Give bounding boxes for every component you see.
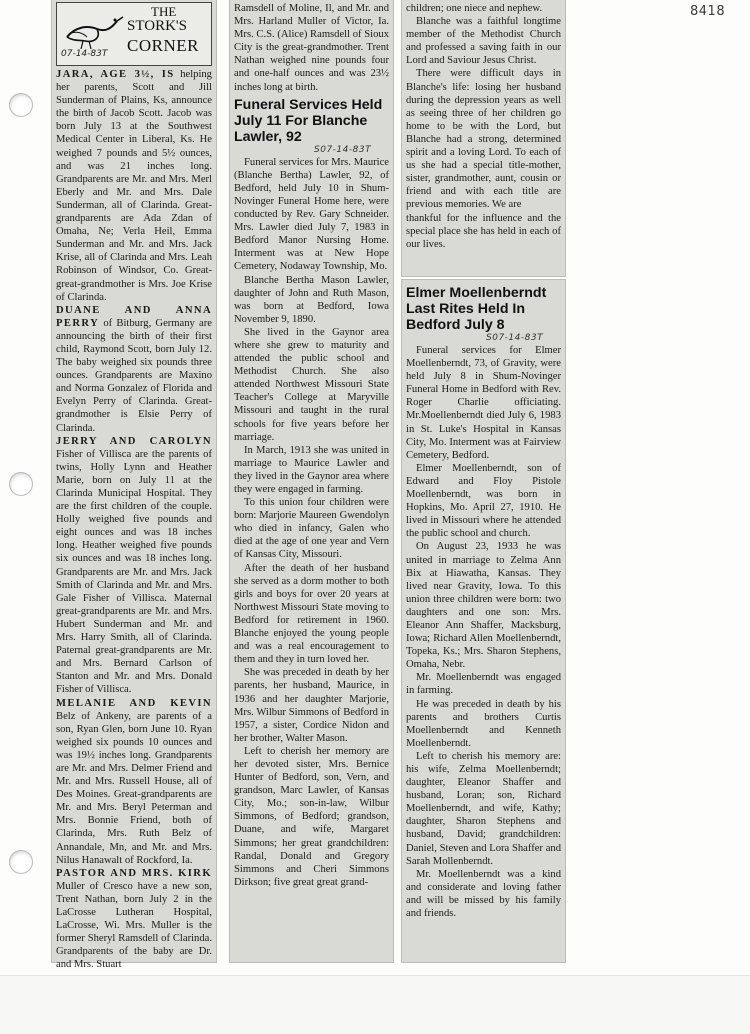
logo-word-the: THE — [151, 4, 177, 19]
scanner-bottom-margin — [0, 975, 750, 1034]
moellenberndt-paragraph: Left to cherish his memory are: his wife, Zelma Moellenberndt; daughter, Eleanor Shaffer and husband, Loran; son, Richard Moellenberndt, and wife, Kathy; daughter, Sharon Stephens and husband, David; grandchildren: Daniel, Steven and Lora Shaffer and Sarah Mollenberndt. — [406, 750, 561, 867]
moellenberndt-paragraph: Funeral services for Elmer Moellenberndt, 73, of Gravity, were held July 8 in Shum-Novinger Funeral Home in Bedford with Rev. Roger Charlie officiating. Mr.Moellenberndt died July 6, 1983 in St. Luke's Hospital in Kansas City, Mo. Interment was at Fairview Cemetery, Bedford. — [406, 345, 561, 461]
moellenberndt-clipping-date: S07-14-83T — [486, 333, 544, 343]
lawler-paragraph: After the death of her husband she served as a dorm mother to both girls and boys for over 20 years at Northwest Missouri State moving to Bedford for retirement in 1960. Blanche enjoyed the young people and was a real encouragement to them and they in turn loved her. — [234, 562, 389, 666]
muller-continuation: Ramsdell of Moline, Il, and Mr. and Mrs. Harland Muller of Victor, Ia. Mrs. C.S. (Alice) Ramsdell of Sioux City is the great-grandmother. Trent Nathan weighed nine pounds four and one-half ounces and was 23½ inches long at birth. — [234, 3, 389, 93]
birth-announcement-muller — [56, 867, 212, 972]
logo-word-storks: STORK'S — [127, 18, 187, 34]
lawler-continuation-c: thankful for the influence and the special place she has held in each of our lives. — [406, 212, 561, 250]
lawler-paragraph: In March, 1913 she was united in marriage to Maurice Lawler and they lived in the Gaynor area where they were engaged in farming. — [234, 444, 389, 495]
birth-text: Fisher of Villisca are the parents of twins, Holly Lynn and Heather Marie, born on July 11 at the Clarinda Municipal Hospital. They are the first children of the couple. Holly weighed five pounds and eight ounces and was 18 inches long. Heather weighed five pounds six ounces and was 18 inches long. Grandparents are Mr. and Mrs. Jack Smith of Clarinda and Mr. and Mrs. Gale Fisher of Villisca. Maternal great-grandparents are Mr. and Mrs. Hubert Sunderman and Mr. and Mrs. Harry Smith, all of Clarinda. Paternal great-grandparents are Mr. and Mrs. Bernard Carlson of Stanton and Mr. and Mrs. Donald Fisher of Villisca. — [56, 448, 212, 696]
birth-text: helping her parents, Scott and Jill Sunderman of Plains, Ks, announce the birth of Jacob Scott. Jacob was born July 13 at the Southwest Medical Center in Liberal, Ks. He weighed 7 pounds and 5½ ounces, and was 21 inches long. Grandparents are Mr. and Mrs. Merl Eberly and Mr. and Mrs. Dale Sunderman, all of Clarinda. Great-grandparents are Ada Zdan of Omaha, Ne; Verla Heil, Emma Sunderman and Mr. and Mrs. Jack Krise, all of Clarinda and Mrs. Leah Robinson of Windsor, Co. Great-great-grandmother is Mrs. Joe Krise of Clarinda. — [56, 69, 212, 303]
punch-hole-middle — [9, 472, 33, 496]
moellenberndt-paragraph: He was preceded in death by his parents and brothers Curtis Moellenberndt and Kenneth Moellenberndt. — [406, 698, 561, 749]
birth-heading: DUANE AND ANNA PERRY — [56, 304, 212, 329]
birth-heading: JERRY AND CAROLYN — [56, 435, 212, 447]
lawler-continuation-column — [402, 0, 565, 276]
lawler-headline: Funeral Services Held July 11 For Blanche Lawler, 92 — [234, 96, 383, 145]
birth-heading: JARA, AGE 3½, IS — [56, 69, 175, 80]
lawler-paragraph: Funeral services for Mrs. Maurice (Blanche Bertha) Lawler, 92, of Bedford, held July 10 in Shum-Novinger Funeral Home here, were conducted by Rev. Gary Schneider. Mrs. Lawler died July 7, 1983 in Bedford Manor Nursing Home. Interment was at New Hope Cemetery, Nodaway Township, Mo. — [234, 156, 389, 273]
birth-announcement-fisher — [56, 435, 212, 697]
lawler-continuation-b: Blanche was a faithful longtime member of the Methodist Church and professed a saving faith in our Lord and Saviour Jesus Christ. — [406, 16, 561, 67]
moellenberndt-paragraph: Mr. Moellenberndt was a kind and considerate and loving father and will be missed by his family and friends. — [406, 868, 561, 920]
punch-hole-top — [9, 93, 33, 117]
birth-announcement-perry — [56, 304, 212, 435]
lawler-continuation-b: There were difficult days in Blanche's life: losing her husband during the depression years as well as seeing three of her children go home to be with the Lord, but Blanche had a strong, determined spirit and a loving Lord. To each of us she had a special title-mother, sister, grandmother, aunt, cousin or friend and with each title are previous memories. We are — [406, 68, 561, 211]
moellenberndt-paragraph: On August 23, 1933 he was united in marriage to Zelma Ann Bix at Hiawatha, Kansas. They lived near Gravity, Iowa. To this union three children were born: two daughters and one son: Mrs. Eleanor Ann Shaffer, Macksburg, Iowa; Richard Allen Moellenberndt, Topeka, Ks.; Mrs. Sharon Stephens, Omaha, Nebr. — [406, 541, 561, 671]
lawler-paragraph: Blanche Bertha Mason Lawler, daughter of John and Ruth Mason, was born at Bedford, Iowa November 9, 1890. — [234, 274, 389, 325]
moellenberndt-headline: Elmer Moellenberndt Last Rites Held In Bedford July 8 — [406, 285, 547, 333]
lawler-paragraph: Left to cherish her memory are her devoted sister, Mrs. Bernice Hunter of Bedford, son, Vern, and grandson, Marc Lawler, of Kansas City, Mo.; son-in-law, Wilbur Simmons, of Bedford; grandson, Duane, and wife, Margaret Simmons; her great grandchildren: Randal, Donald and Gregory Simmons and Cheri Simmons Dirkson; five great great grand- — [234, 745, 389, 888]
storks-corner-logo — [56, 2, 212, 66]
lawler-clipping-date: S07-14-83T — [314, 144, 372, 155]
birth-text: Belz of Ankeny, are parents of a son, Ryan Glen, born June 10. Ryan weighed six pounds 10 ounces and was 19½ inches long. Grandparents are Mr. and Mrs. Delmer Friend and Mr. and Mrs. Russell House, all of Des Moines. Great-grandparents are Mr. and Mrs. Beryl Peterman and Mrs. Bonnie Friend, both of Clarinda, Mrs. Ruth Belz of Annandale, Mn, and Mr. and Mrs. Nilus Hanawalt of Rockford, Ia. — [56, 710, 212, 866]
birth-announcement-sunderman — [56, 68, 212, 304]
moellenberndt-paragraph: Mr. Moellenberndt was engaged in farming. — [406, 672, 561, 697]
punch-hole-bottom — [9, 850, 33, 874]
birth-text: Muller of Cresco have a new son, Trent Nathan, born July 2 in the LaCrosse Lutheran Hospital, LaCrosse, Wi. Mrs. Muller is the former Sheryl Ramsdell of Clarinda. Grandparents of the baby are Dr. and Mrs. Stuart — [56, 880, 212, 971]
storks-corner-column — [52, 0, 216, 971]
logo-word-corner: CORNER — [127, 36, 199, 55]
lawler-paragraph: She was preceded in death by her parents, her husband, Maurice, in 1936 and her daughter Marjorie, Mrs. Wilbur Simmons of Bedford in 1957, a sister, Cordice Nidon and her brother, Walter Mason. — [234, 667, 389, 744]
lawler-column — [230, 0, 393, 962]
lawler-paragraph: She lived in the Gaynor area where she grew to maturity and attended the public school and Methodist Church. She also attended Northwest Missouri State Teacher's College at Maryville Missouri and taught in the rural schools for five years before her marriage. — [234, 326, 389, 443]
birth-heading: MELANIE AND KEVIN — [56, 697, 212, 709]
moellenberndt-paragraph: Elmer Moellenberndt, son of Edward and Floy Pistole Moellenberndt, was born in Hopkins, Mo. April 27, 1910. He lived in Missouri where he attended the public school and church. — [406, 462, 561, 540]
birth-heading: PASTOR AND MRS. KIRK — [56, 867, 212, 879]
birth-text: of Bitburg, Germany are announcing the birth of their first child, Raymond Scott, born July 12. The baby weighed six pounds three ounces. Grandparents are Maxino and Norma Gonzalez of Florida and Evelyn Perry of Clarinda. Great-grandmother is Elsie Perry of Clarinda. — [56, 317, 212, 434]
lawler-continuation-a: children; one niece and nephew. — [406, 3, 543, 14]
stork-icon — [61, 7, 125, 51]
lawler-paragraph: To this union four children were born: Marjorie Maureen Gwendolyn who died in infancy, Galen who died at the age of one year and Vern of Kansas City, Missouri. — [234, 497, 389, 561]
handwritten-page-number: 8418 — [690, 4, 726, 19]
moellenberndt-column — [402, 280, 565, 962]
birth-announcement-belz — [56, 697, 212, 867]
logo-clipping-date: 07-14-83T — [61, 49, 108, 59]
